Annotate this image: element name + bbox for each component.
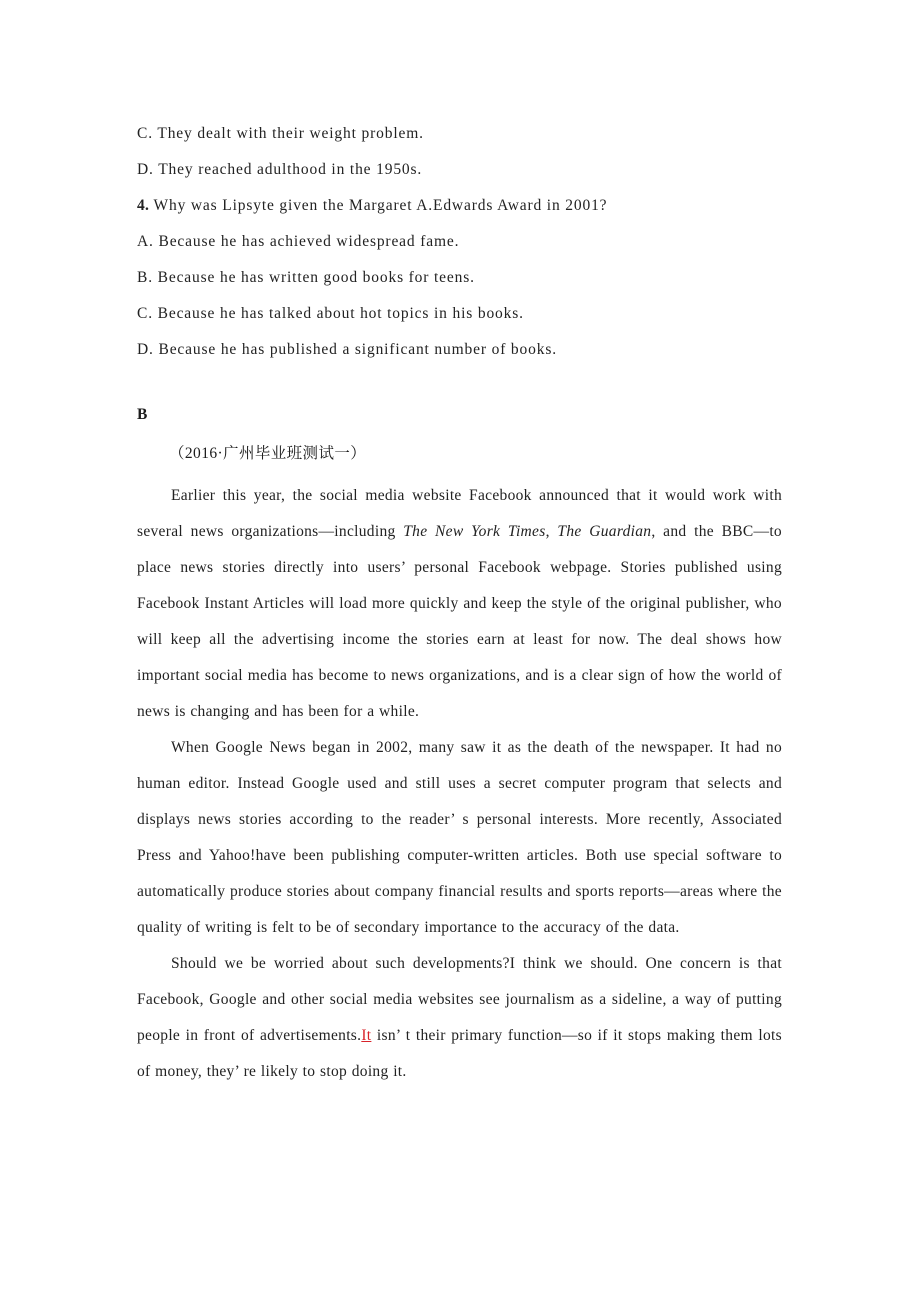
question-stem: Why was Lipsyte given the Margaret A.Edwards Award in 2001? xyxy=(153,197,608,214)
option-text: They reached adulthood in the 1950s. xyxy=(158,161,423,178)
passage-paragraph xyxy=(137,946,782,1090)
option-row xyxy=(137,296,782,332)
passage-paragraph: When Google News began in 2002, many saw it as the death of the newspaper. It had no human editor. Instead Google used and still uses a secret computer program that selects and displays news stories according to the reader’ s personal interests. More recently, Associated Press and Yahoo!have been publishing computer-written articles. Both use special software to automatically produce stories about company financial results and sports reports—areas where the quality of writing is felt to be of secondary importance to the accuracy of the data. xyxy=(137,739,782,936)
option-label: B. xyxy=(137,269,153,286)
question-stem-row xyxy=(137,188,782,224)
option-text: Because he has written good books for teens. xyxy=(157,269,475,286)
question-number: 4. xyxy=(137,197,150,214)
option-row xyxy=(137,260,782,296)
highlighted-reference-word: It xyxy=(361,1027,372,1044)
reading-passage xyxy=(137,478,782,1090)
paragraph-text-part: , xyxy=(545,523,558,540)
paragraph-text-part: , and the BBC—to place news stories directly into users’ personal Facebook webpage. Stories published using Facebook Instant Articles will load more quickly and keep the style of the original publisher, who will keep all the advertising income the stories earn at least for now. The deal shows how important social media has become to news organizations, and is a clear sign of how the world of news is changing and has been for a while. xyxy=(137,523,782,720)
paragraph-text-part: isn’ t their primary function—so if it stops making them lots of money, they’ re likely to stop doing it. xyxy=(137,1027,782,1080)
option-row xyxy=(137,152,782,188)
question-block xyxy=(137,116,782,368)
option-text: They dealt with their weight problem. xyxy=(157,125,424,142)
paragraph-text-part: Earlier this year, the social media website Facebook announced that it would work with several news organizations—including xyxy=(137,487,782,540)
option-row xyxy=(137,116,782,152)
section-letter: B xyxy=(137,406,148,423)
paragraph-text-part: Should we be worried about such developments?I think we should. One concern is that Facebook, Google and other social media websites see journalism as a sideline, a way of putting people in front of advertisements. xyxy=(137,955,782,1044)
option-text: Because he has achieved widespread fame. xyxy=(158,233,460,250)
option-text: Because he has talked about hot topics in his books. xyxy=(157,305,524,322)
option-label: A. xyxy=(137,233,154,250)
option-text: Because he has published a significant number of books. xyxy=(158,341,557,358)
passage-paragraph xyxy=(137,478,782,730)
option-label: D. xyxy=(137,161,154,178)
option-label: D. xyxy=(137,341,154,358)
option-label: C. xyxy=(137,125,153,142)
option-label: C. xyxy=(137,305,153,322)
source-attribution: （2016·广州毕业班测试一） xyxy=(169,445,367,462)
publication-title-nyt: The New York Times xyxy=(403,523,546,540)
option-row xyxy=(137,332,782,368)
option-row xyxy=(137,224,782,260)
publication-title-guardian: The Guardian xyxy=(557,523,652,540)
